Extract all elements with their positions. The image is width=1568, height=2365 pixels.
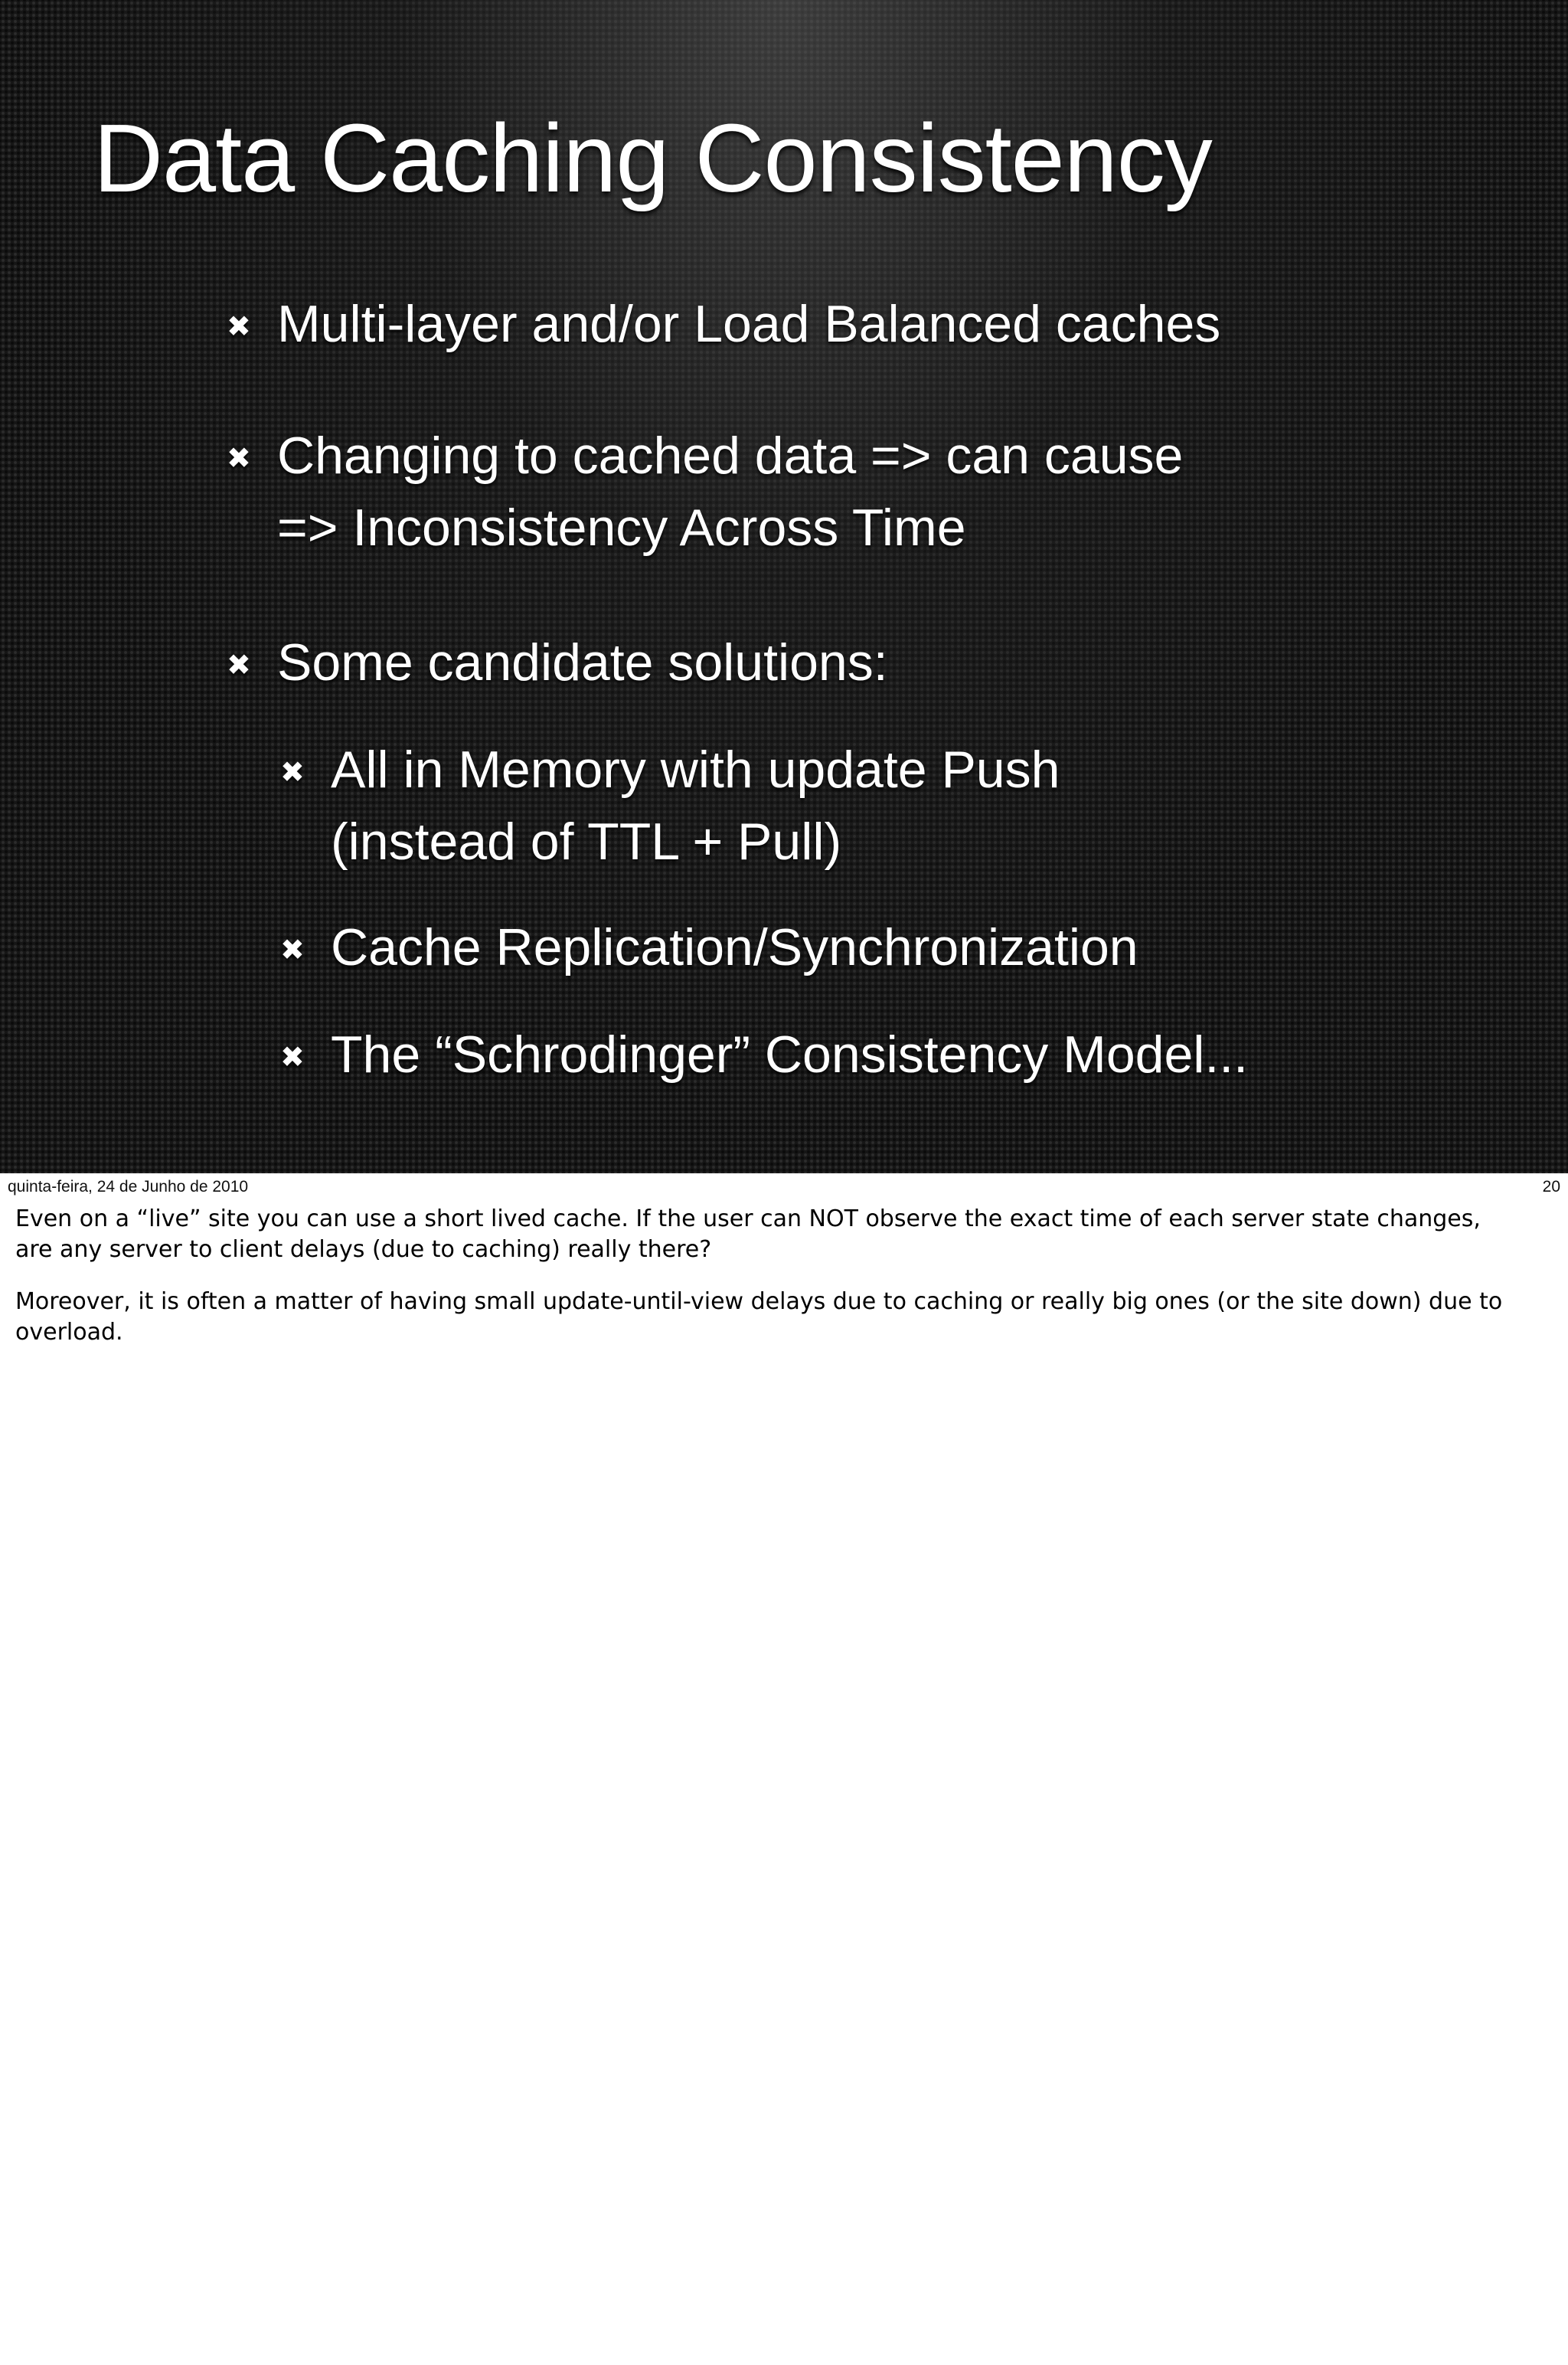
notes-paragraph: Even on a “live” site you can use a short lived cache. If the user can NOT observe the exact time of each server state changes, are any server to client delays (due to caching) really there? <box>15 1205 1481 1263</box>
bullet-changing-cached-data <box>227 420 1184 564</box>
bullet-text: Changing to cached data => can cause <box>277 427 1184 485</box>
bullet-multi-layer <box>227 288 1221 360</box>
bullet-marker-icon: ✖ <box>227 649 251 682</box>
bullet-marker-icon: ✖ <box>227 443 251 475</box>
bullet-marker-icon: ✖ <box>227 311 251 343</box>
page-number: 20 <box>1542 1178 1560 1196</box>
sub-bullet-schrodinger <box>280 1019 1249 1091</box>
bullet-marker-icon: ✖ <box>280 757 305 789</box>
sub-bullet-memory-push <box>280 734 1060 878</box>
slide <box>0 0 1568 1173</box>
footer-date: quinta-feira, 24 de Junho de 2010 <box>8 1178 249 1196</box>
bullet-text: All in Memory with update Push <box>331 741 1060 799</box>
bullet-text-continuation: => Inconsistency Across Time <box>277 499 966 557</box>
bullet-marker-icon: ✖ <box>280 934 305 967</box>
bullet-candidate-solutions <box>227 626 888 698</box>
bullet-text: The “Schrodinger” Consistency Model... <box>331 1025 1249 1084</box>
speaker-notes <box>15 1204 1516 1369</box>
bullet-text: Some candidate solutions: <box>277 633 888 692</box>
bullet-text: Cache Replication/Synchronization <box>331 918 1138 976</box>
bullet-text-continuation: (instead of TTL + Pull) <box>331 813 842 871</box>
slide-title: Data Caching Consistency <box>93 104 1212 212</box>
sub-bullet-cache-replication <box>280 911 1138 983</box>
bullet-marker-icon: ✖ <box>280 1042 305 1074</box>
bullet-text: Multi-layer and/or Load Balanced caches <box>277 295 1221 353</box>
notes-paragraph: Moreover, it is often a matter of having small update-until-view delays due to caching or really big ones (or the site down) due to overload. <box>15 1288 1503 1346</box>
